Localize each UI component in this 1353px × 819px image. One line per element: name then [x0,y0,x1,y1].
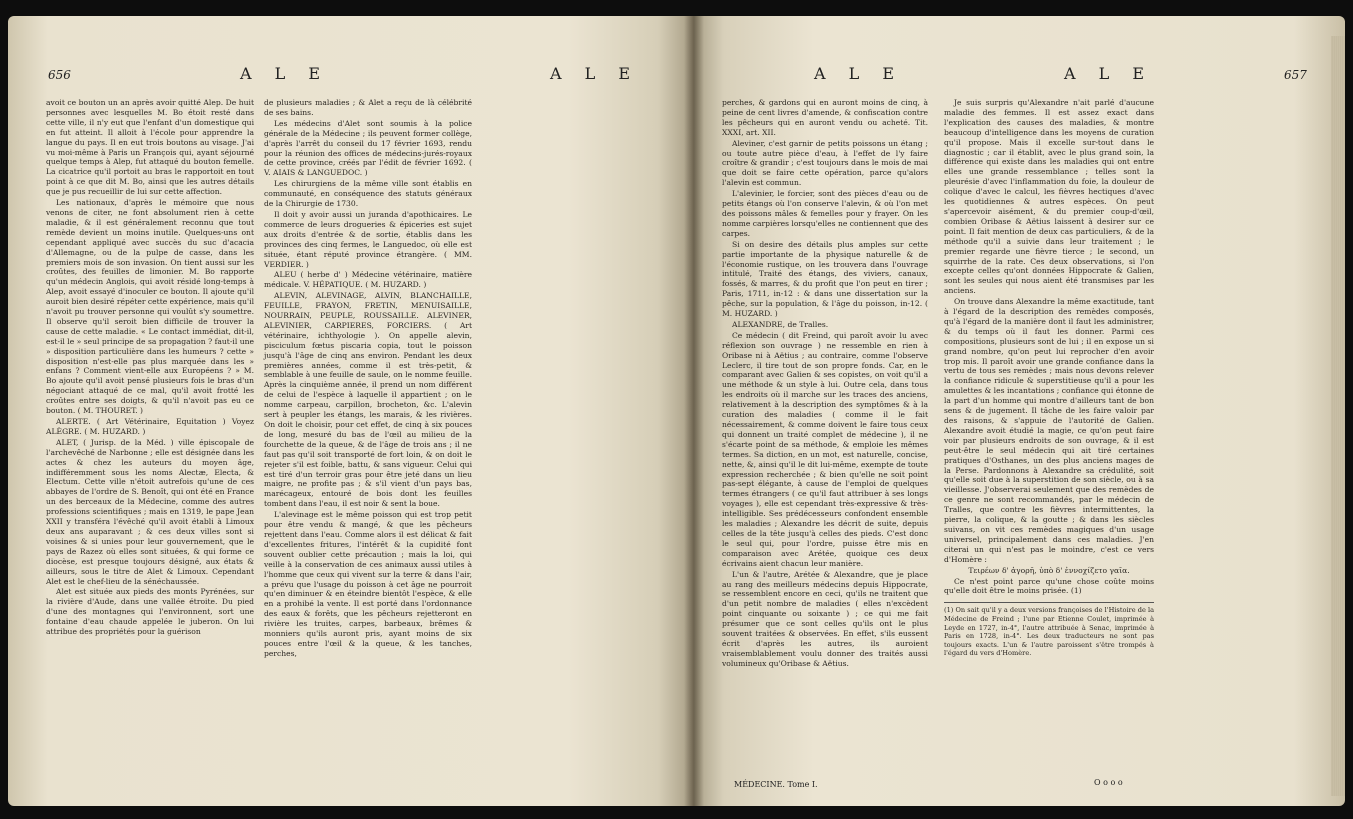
paragraph: Ce médecin ( dit Freind, qui paroît avoir lu avec réflexion son ouvrage ) ne ressemble en rien à Oribase ni à Aëtius ; au contraire, comme l'observe Leclerc, il tire tout de son propre fonds. Car, en le comparant avec Galien & ses copistes, on voit qu'il a une méthode & un style à lui. Outre cela, dans tous les endroits où il marche sur les traces des anciens, relativement à la description des symptômes & à la curation des maladies ( comme il le fait nécessairement, & comme doivent le faire tous ceux qui donnent un traité complet de médecine ), il ne s'écarte point de sa méthode, & emploie les mêmes termes. Sa diction, en un mot, est naturelle, concise, nette, &, ainsi qu'il le dit lui-même, exempte de toute expression recherchée ; & bien qu'elle ne soit point pas-sept élégante, à cause de l'emploi de quelques termes étrangers ( ce qu'il faut attribuer à ses longs voyages ), elle est cependant très-expressive & très-intelligible. Ses prédécesseurs confondent ensemble les maladies ; Alexandre les décrit de suite, depuis celles de la tête jusqu'à celles des pieds. C'est donc le seul qui, pour l'ordre, puisse être mis en comparaison avec Arétée, quoique ces deux écrivains aient chacun leur manière. [722,330,928,568]
page-number-left: 656 [48,68,71,82]
left-page-column-1 [46,98,254,638]
footnote: (1) On sait qu'il y a deux versions françoises de l'Histoire de la Médecine de Freind ; l'une par Etienne Coulet, imprimée à Leyde en 1727, in-4°, l'autre attribuée à Senac, imprimée à Paris en 1728, in-4°. Les deux traducteurs ne sont pas toujours exacts. L'un & l'autre paroissent s'être trompés à l'égard du vers d'Homère. [944,602,1154,658]
entry-alet: ALET, ( Jurisp. de la Méd. ) ville épiscopale de l'archevêché de Narbonne ; elle est désignée dans les actes & chez les auteurs du moyen âge, indifféremment sous les noms Alectæ, Electa, & Electum. Cette ville n'étoit autrefois qu'une de ces abbayes de l'ordre de S. Benoît, qui ont été en France un des berceaux de la Médecine, comme des autres professions scientifiques ; mais en 1319, le pape Jean XXII y transféra l'évêché qu'il avoit établi à Limoux deux ans auparavant ; & ces deux villes sont si voisines & si unies pour leur gouvernement, que le pays de Razez où elles sont situées, & qui forme ce diocèse, est presque toujours désigné, aux états & ailleurs, sous le titre de Alet & Limoux. Cependant Alet est le chef-lieu de la sénéchaussée. [46,437,254,586]
paragraph: Les nationaux, d'après le mémoire que nous venons de citer, ne font absolument rien à cette maladie, & il est généralement reconnu que tout remède devient un moins inutile. Quelques-uns ont cependant appliqué avec succès du suc d'acacia d'Allemagne, ou de la pulpe de casse, dans les premiers mois de son invasion. On tient aussi sur les croûtes, des feuilles de limonier. M. Bo rapporte qu'un médecin Anglois, qui avoit résidé long-temps à Alep, avoit essayé d'inoculer ce bouton. Il ajoute qu'il auroit bien desiré répéter cette expérience, mais qu'il n'avoit pu trouver personne qui voulût s'y soumettre. Il observe qu'il seroit bien difficile de trouver la cause de cette maladie. « Le contact immédiat, dit-il, est-il le » seul principe de sa propagation ? faut-il une » disposition particulière dans les humeurs ? cette » disposition n'est-elle pas plus marquée dans les » enfans ? Comment vient-elle aux Européens ? » M. Bo ajoute qu'il avoit pensé plusieurs fois le bras d'un négociant attaqué de ce mal, qu'il avoit frotté les croûtes entre ses doigts, & qu'il n'avoit pas eu ce bouton. ( M. THOURET. ) [46,198,254,416]
entry-aleviner: Aleviner, c'est garnir de petits poissons un étang ; ou toute autre pièce d'eau, à l'effet de l'y faire croître & grandir ; c'est toujours dans le mois de mai que doit se faire cette opération, parce qu'alors l'alevin est commun. [722,138,928,188]
page-number-right: 657 [1284,68,1307,82]
book-gutter [684,16,704,806]
paragraph: de plusieurs maladies ; & Alet a reçu de là célébrité de ses bains. [264,98,472,117]
open-book [8,16,1345,816]
left-page-column-2 [264,98,472,660]
paragraph: L'un & l'autre, Arétée & Alexandre, que je place au rang des meilleurs médecins depuis Hippocrate, se ressemblent encore en ceci, qu'ils ne traitent que d'un petit nombre de maladies ( elles n'excèdent point cinquante ou soixante ) ; ce qui me fait présumer que ce sont celles qu'ils ont le plus souvent traitées & observées. En effet, s'ils eussent écrit d'après les autres, ils auroient vraisemblablement voulu donner des traités aussi volumineux qu'Oribase & Aëtius. [722,569,928,668]
paragraph: Je suis surpris qu'Alexandre n'ait parlé d'aucune maladie des femmes. Il est assez exact dans l'explication des causes des maladies, & montre beaucoup d'intelligence dans les moyens de curation qu'il propose. Mais il excelle sur-tout dans le diagnostic ; car il établit, avec le plus grand soin, la différence qui existe dans les maladies qui ont entre elles une grande ressemblance ; telles sont la pleurésie d'avec l'inflammation du foie, la douleur de colique d'avec le calcul, les fièvres hectiques d'avec les quotidiennes & autres espèces. On peut s'apercevoir aisément, & du premier coup-d'œil, combien Oribase & Aëtius laissent à desirer sur ce point. Il fait mention de deux cas particuliers, & de la méthode qu'il a suivie dans leur traitement ; le premier regarde une fièvre tierce ; le second, un squirrhe de la rate. Ces deux observations, si l'on excepte celles qu'ont données Hippocrate & Galien, sont les seules qui nous aient été transmises par les anciens. [944,98,1154,296]
running-head-left-1: A L E [240,64,330,83]
page-edge [1331,36,1345,796]
right-page-column-2 [944,98,1154,658]
left-page [8,16,694,806]
entry-alevin: ALEVIN, ALEVINAGE, ALVIN, BLANCHAILLE, FEUILLE, FRAYON, FRETIN, MENUISAILLE, NOURRAIN, PEUPLE, ROUSSAILLE. ALEVINER, ALEVINIER, CARPIERES, FORCIERS. ( Art vétérinaire, ichthyologie ). On appelle alevin, pisciculum fœtus piscaria copia, tout le poisson jusqu'à l'âge de cinq ans environ. Pendant les deux premières années, comme il est très-petit, & semblable à une feuille de saule, on le nomme feuille. Après la cinquième année, il prend un nom différent de celui de l'espèce à laquelle il appartient ; on le nomme carpeau, carpillon, brocheton, &c. L'alevin sert à peupler les étangs, les marais, & les rivières. On doit le choisir, pour cet effet, de cinq à six pouces de long, mesuré du bas de l'œil au milieu de la fourchette de la queue, & de l'âge de trois ans ; il ne faut pas qu'il soit transporté de fort loin, & on doit le rejeter s'il est foible, battu, & sans vigueur. Celui qui est tiré d'un terroir gras pour être jeté dans un lieu maigre, ne profite pas ; & s'il vient d'un pays bas, marécageux, entouré de bois dont les feuilles tombent dans l'eau, il est noir & sent la boue. [264,291,472,509]
entry-alerte: ALERTE. ( Art Vétérinaire, Equitation ) Voyez ALÈGRE. ( M. HUZARD. ) [46,417,254,436]
paragraph: Ce n'est point parce qu'une chose coûte moins qu'elle doit être le moins prisée. (1) [944,576,1154,596]
entry-aleu: ALEU ( herbe d' ) Médecine vétérinaire, matière médicale. V. HÉPATIQUE. ( M. HUZARD. ) [264,270,472,290]
paragraph: Il doit y avoir aussi un juranda d'apothicaires. Le commerce de leurs drogueries & épiceries est sujet aux droits d'entrée & de sortie, établis dans les provinces des cinq fermes, le Languedoc, où elle est située, étant réputé province étrangère. ( MM. VERDIER. ) [264,209,472,269]
running-head-right-1: A L E [814,64,904,83]
paragraph: Les médecins d'Alet sont soumis à la police générale de la Médecine ; ils peuvent former collège, d'après l'arrêt du conseil du 17 février 1693, rendu pour la réunion des offices de médecins-jurés-royaux de cette province, créés par l'édit de février 1692. ( V. AIAIS & LANGUEDOC. ) [264,118,472,178]
signature-mark: MÉDECINE. Tome I. [734,780,818,789]
paragraph: Si on desire des détails plus amples sur cette partie importante de la physique naturelle & de l'économie rustique, on les trouvera dans l'ouvrage intitulé, Traité des étangs, des viviers, canaux, fossés, & marres, & du profit que l'on peut en tirer ; Paris, 1711, in-12 : & dans une dissertation sur la pêche, sur la population, & l'âge du poisson, in-12. ( M. HUZARD. ) [722,239,928,319]
paragraph: On trouve dans Alexandre la même exactitude, tant à l'égard de la description des remèdes composés, qu'à l'égard de la manière dont il faut les administrer, & du temps où il faut les donner. Parmi ces compositions, plusieurs sont de lui ; il en expose un si grand nombre, qu'on peut lui reprocher d'en avoir trop mis. Il paroît avoir une grande confiance dans la vertu de tous ses remèdes ; mais nous devons relever la confiance ridicule & superstitieuse qu'il a pour les amulettes & les incantations ; confiance qui étonne de la part d'un homme qui montre d'ailleurs tant de bon sens & de jugement. Il tâche de les faire valoir par des raisons, & s'appuie de l'autorité de Galien. Alexandre avoit étudié la magie, ce qu'on peut faire voir par plusieurs endroits de son ouvrage, & il est peut-être le seul médecin qui ait tiré certaines pratiques d'Osthanes, un des plus anciens mages de la Perse. Pardonnons à Alexandre sa crédulité, soit qu'elle soit due à la superstition de son siècle, ou à sa vieillesse. J'observerai seulement que des remèdes de ce genre ne sont recommandés, par le médecin de Tralles, que contre les fièvres intermittentes, la pierre, la colique, & la goutte ; & dans les siècles suivans, on vit ces remèdes magiques d'un usage universel, principalement dans ces maladies. J'en citerai un qui n'est pas le moindre, c'est ce vers d'Homère : [944,297,1154,564]
paragraph: Alet est située aux pieds des monts Pyrénées, sur la rivière d'Aude, dans une vallée étroite. Du pied d'une des montagnes qui l'environnent, sort une fontaine d'eau chaude appelée le juberon. On lui attribue des propriétés pour la guérison [46,587,254,637]
paragraph: perches, & gardons qui en auront moins de cinq, à peine de cent livres d'amende, & confiscation contre les pêcheurs qui en auront vendu ou acheté. Tit. XXXI, art. XII. [722,98,928,137]
right-page-column-1 [722,98,928,670]
paragraph: Les chirurgiens de la même ville sont établis en communauté, en conséquence des statuts généraux de la Chirurgie de 1730. [264,179,472,209]
running-head-right-2: A L E [1064,64,1154,83]
entry-alexandre: ALEXANDRE, de Tralles. [732,319,829,329]
catchword: O o o o [1094,778,1123,787]
paragraph: avoit ce bouton un an après avoir quitté Alep. De huit personnes avec lesquelles M. Bo étoit resté dans cette ville, il n'y eut que l'enfant d'un domestique qui en fut atteint. Il alloit à l'école pour apprendre la langue du pays. Il en eut trois boutons au visage. J'ai vu moi-même à Paris un François qui, ayant séjourné quelque temps à Alep, fut attaqué du bouton femelle. La cicatrice qu'il portoit au bras le rapportoit en tout point à ce que dit M. Bo, ainsi que les autres détails que je pus recueillir de lui sur cette affection. [46,98,254,197]
running-head-left-2: A L E [550,64,640,83]
right-page [694,16,1345,806]
paragraph: L'alevinage est le même poisson qui est trop petit pour être vendu & mangé, & que les pêcheurs rejettent dans l'eau. Comme alors il est délicat & fait d'excellentes fritures, l'intérêt & la cupidité font souvent oublier cette précaution ; mais la loi, qui veille à la conservation de ces animaux aussi utiles à l'homme que ceux qui vivent sur la terre & dans l'air, a prévu que l'usage du poisson à cet âge ne pourroit qu'en diminuer & en éteindre bientôt l'espèce, & elle en a prohibé la vente. Il est porté dans l'ordonnance des eaux & forêts, que les pêcheurs rejetteront en rivière les truites, carpes, barbeaux, brêmes & monniers qu'ils auront pris, ayant moins de six pouces entre l'œil & la queue, & les tanches, perches, [264,510,472,658]
paragraph: L'alevinier, le forcier, sont des pièces d'eau ou de petits étangs où l'on conserve l'alevin, & où l'on met des poissons mâles & femelles pour y frayer. On les nomme carpières lorsqu'elles ne contiennent que des carpes. [722,189,928,238]
greek-verse: Τειρέων δ' ἀγορῆ, ὑπὸ δ' ἐννοχίζετο γαῖα. [968,565,1130,575]
